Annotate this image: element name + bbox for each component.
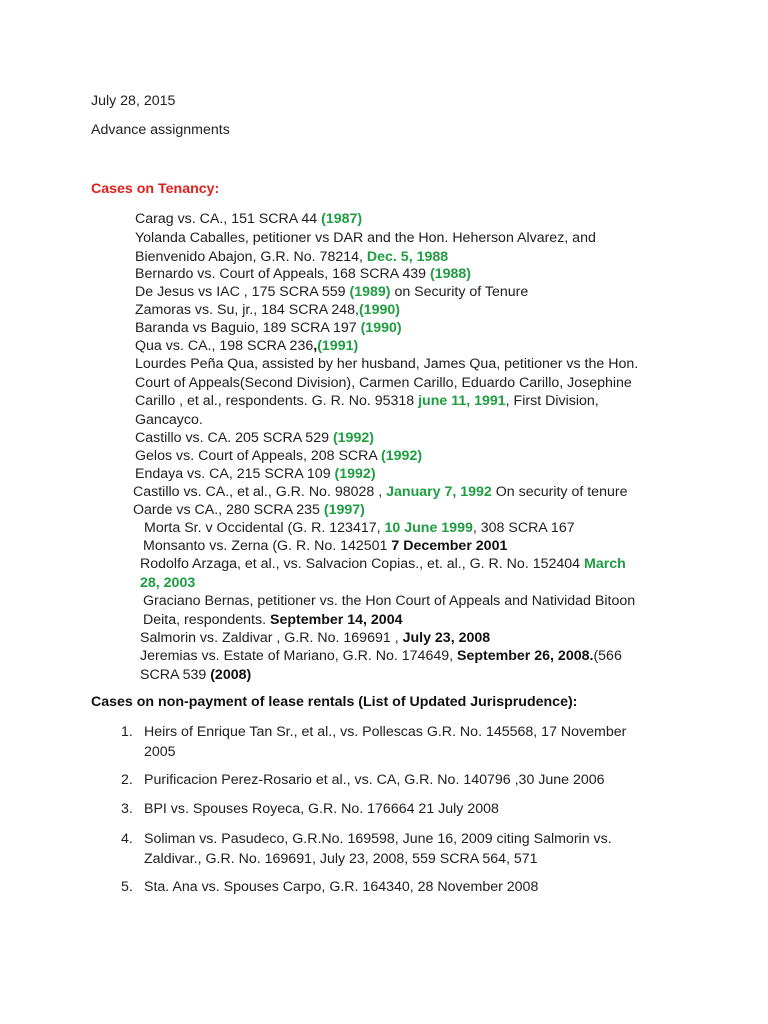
case-text-line: Soliman vs. Pasudeco, G.R.No. 169598, June 16, 2009 citing Salmorin vs. xyxy=(144,831,612,847)
case-text-line xyxy=(140,575,195,591)
case-text: Oarde vs CA., 280 SCRA 235 xyxy=(133,502,324,518)
case-text: (566 xyxy=(593,648,622,664)
case-text: Bernardo vs. Court of Appeals, 168 SCRA 439 xyxy=(135,266,430,282)
case-text-line xyxy=(135,448,422,464)
case-text-line xyxy=(135,211,362,227)
case-text: , 308 SCRA 167 xyxy=(472,520,575,536)
case-text: Monsanto vs. Zerna (G. R. No. 142501 xyxy=(143,538,392,554)
case-date-highlight: (1991) xyxy=(317,338,359,354)
case-text: Qua vs. CA., 198 SCRA 236 xyxy=(135,338,314,354)
case-text: Graciano Bernas, petitioner vs. the Hon Court of Appeals and Natividad Bitoon xyxy=(143,593,636,609)
case-date-highlight: (1990) xyxy=(360,320,402,336)
case-text: Lourdes Peña Qua, assisted by her husband, James Qua, petitioner vs the Hon. xyxy=(135,356,639,372)
case-text: Baranda vs Baguio, 189 SCRA 197 xyxy=(135,320,361,336)
case-text-line xyxy=(135,393,599,409)
case-text-line: 2005 xyxy=(144,743,176,760)
case-text-line xyxy=(135,320,402,336)
case-date-highlight: 7 December 2001 xyxy=(391,538,508,554)
case-text-line xyxy=(135,356,638,372)
case-text: Yolanda Caballes, petitioner vs DAR and the Hon. Heherson Alvarez, and xyxy=(135,230,596,246)
case-text-line xyxy=(144,520,575,536)
case-date-highlight: (1992) xyxy=(334,466,376,482)
document-date: July 28, 2015 xyxy=(91,93,176,109)
case-text-line xyxy=(135,266,471,282)
list-number: 3. xyxy=(121,801,133,817)
list-number: 1. xyxy=(121,724,133,740)
case-text-line xyxy=(135,302,400,318)
case-text-line xyxy=(140,630,490,646)
case-text: Salmorin vs. Zaldivar , G.R. No. 169691 , xyxy=(140,630,403,646)
case-text-line xyxy=(143,538,507,554)
case-text-line: Heirs of Enrique Tan Sr., et al., vs. Pollescas G.R. No. 145568, 17 November xyxy=(144,724,627,740)
case-text: Gancayco. xyxy=(135,411,203,428)
case-text-line xyxy=(135,412,203,428)
case-date-highlight: September 14, 2004 xyxy=(269,611,403,628)
case-date-highlight: (1988) xyxy=(429,266,471,282)
case-text: SCRA 539 xyxy=(140,666,211,683)
case-text-line xyxy=(143,593,635,609)
case-text: On security of tenure xyxy=(491,484,628,500)
list-number: 2. xyxy=(121,772,133,788)
case-text: Zamoras vs. Su, jr., 184 SCRA 248, xyxy=(135,302,359,318)
case-text: Carillo , et al., respondents. G. R. No. 95318 xyxy=(135,393,419,409)
case-date-highlight: July 23, 2008 xyxy=(402,630,491,646)
case-text: Bienvenido Abajon, G.R. No. 78214, xyxy=(135,248,367,265)
case-date-highlight: (1987) xyxy=(321,211,363,227)
case-date-highlight: 10 June 1999 xyxy=(384,520,473,536)
case-text-line xyxy=(135,230,596,246)
case-text-line: Zaldivar., G.R. No. 169691, July 23, 2008, 559 SCRA 564, 571 xyxy=(144,850,538,867)
case-text-line: Sta. Ana vs. Spouses Carpo, G.R. 164340, 28 November 2008 xyxy=(144,879,539,895)
list-number: 4. xyxy=(121,831,133,847)
case-text: De Jesus vs IAC , 175 SCRA 559 xyxy=(135,284,350,300)
case-text: Castillo vs. CA., et al., G.R. No. 98028 , xyxy=(133,484,387,500)
case-date-highlight: (1990) xyxy=(358,302,400,318)
case-text-line xyxy=(133,502,365,518)
case-text-line xyxy=(133,484,627,500)
case-text: Morta Sr. v Occidental (G. R. 123417, xyxy=(144,520,385,536)
case-text: Court of Appeals(Second Division), Carmen Carillo, Eduardo Carillo, Josephine xyxy=(135,374,632,391)
case-text: , First Division, xyxy=(505,393,599,409)
case-text: on Security of Tenure xyxy=(390,284,529,300)
case-text: Castillo vs. CA. 205 SCRA 529 xyxy=(135,430,333,446)
case-text: Carag vs. CA., 151 SCRA 44 xyxy=(135,211,322,227)
document-subtitle: Advance assignments xyxy=(91,122,230,138)
case-text: Endaya vs. CA, 215 SCRA 109 xyxy=(135,466,335,482)
case-text: Rodolfo Arzaga, et al., vs. Salvacion Copias., et. al., G. R. No. 152404 xyxy=(140,556,584,572)
case-text-line xyxy=(135,430,374,446)
case-text-line xyxy=(140,556,626,572)
case-date-highlight: (2008) xyxy=(210,666,252,683)
case-text-line xyxy=(140,667,251,683)
case-text-line xyxy=(140,648,622,664)
case-text-line xyxy=(135,466,376,482)
case-text-line xyxy=(135,338,358,354)
case-date-highlight: 28, 2003 xyxy=(140,574,196,591)
case-date-highlight: September 26, 2008. xyxy=(457,648,594,664)
list-number: 5. xyxy=(121,879,133,895)
case-text-line xyxy=(135,284,528,300)
case-text-line xyxy=(135,375,632,391)
case-date-highlight: (1992) xyxy=(381,448,423,464)
case-text: Jeremias vs. Estate of Mariano, G.R. No. 174649, xyxy=(140,648,457,664)
case-date-highlight: (1992) xyxy=(332,430,374,446)
case-date-highlight: March xyxy=(584,556,626,572)
case-date-highlight: (1989) xyxy=(349,284,391,300)
case-date-highlight: june 11, 1991 xyxy=(418,393,506,409)
case-date-highlight: , xyxy=(313,338,318,354)
tenancy-heading: Cases on Tenancy: xyxy=(91,181,220,197)
case-text-line xyxy=(143,612,402,628)
case-text-line xyxy=(135,249,448,265)
case-text-line: BPI vs. Spouses Royeca, G.R. No. 176664 21 July 2008 xyxy=(144,801,499,817)
case-text: Gelos vs. Court of Appeals, 208 SCRA xyxy=(135,448,382,464)
case-text-line: Purificacion Perez-Rosario et al., vs. CA, G.R. No. 140796 ,30 June 2006 xyxy=(144,772,605,788)
lease-heading: Cases on non-payment of lease rentals (List of Updated Jurisprudence): xyxy=(91,694,578,710)
case-date-highlight: (1997) xyxy=(323,502,365,518)
case-text: Deita, respondents. xyxy=(143,611,270,628)
case-date-highlight: January 7, 1992 xyxy=(386,484,492,500)
case-date-highlight: Dec. 5, 1988 xyxy=(366,248,449,265)
